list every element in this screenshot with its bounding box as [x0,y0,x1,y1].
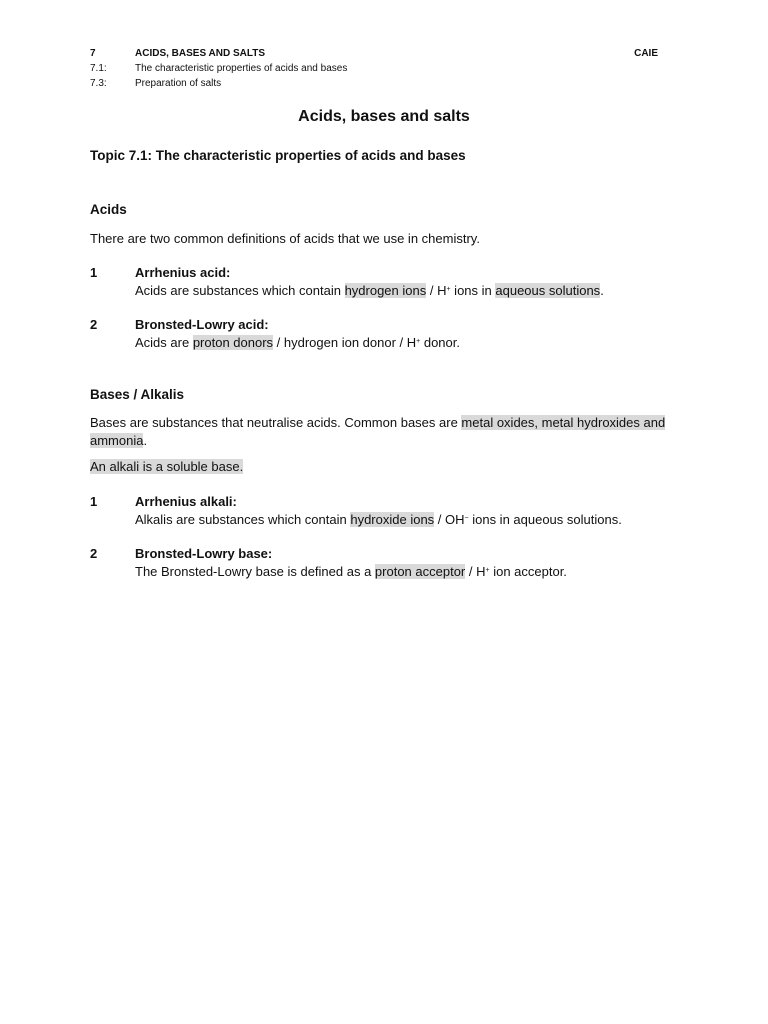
item-number: 1 [90,265,98,280]
item-definition: The Bronsted-Lowry base is defined as a proton acceptor / H+ ion acceptor. [135,564,567,579]
acids-intro: There are two common definitions of acids that we use in chemistry. [90,231,480,246]
item-definition: Acids are substances which contain hydrogen ions / H+ ions in aqueous solutions. [135,283,604,298]
header-row [90,61,658,76]
header-chapter-number: 7 [90,48,96,59]
item-definition: Acids are proton donors / hydrogen ion donor / H+ donor. [135,335,460,350]
page-header [90,46,658,91]
alkali-note [90,458,682,476]
header-section-title: Preparation of salts [135,78,222,89]
header-brand: CAIE [634,48,658,59]
header-row [90,46,658,61]
highlight: proton donors [192,335,274,350]
item-title: Bronsted-Lowry base: [135,546,273,561]
header-section-number: 7.3: [90,78,107,89]
header-row [90,76,658,91]
item-number: 2 [90,317,98,332]
highlight: proton acceptor [374,564,466,579]
highlight: hydroxide ions [350,512,435,527]
page-title: Acids, bases and salts [298,108,470,125]
item-title: Arrhenius alkali: [135,494,237,509]
item-title: Arrhenius acid: [135,265,231,280]
item-definition: Alkalis are substances which contain hydroxide ions / OH− ions in aqueous solutions. [135,512,622,527]
header-section-title: The characteristic properties of acids and bases [135,63,348,74]
bases-heading: Bases / Alkalis [90,387,185,402]
item-title: Bronsted-Lowry acid: [135,317,269,332]
item-number: 2 [90,546,98,561]
header-chapter-title: ACIDS, BASES AND SALTS [135,48,266,59]
highlight: hydrogen ions [344,283,427,298]
item-number: 1 [90,494,98,509]
topic-heading: Topic 7.1: The characteristic properties of acids and bases [90,148,466,163]
bases-intro: Bases are substances that neutralise acids. Common bases are metal oxides, metal hydroxides and ammonia. [90,415,666,448]
acids-heading: Acids [90,202,127,217]
highlight: aqueous solutions [495,283,601,298]
highlight: metal oxides, metal hydroxides and ammonia [90,415,666,448]
header-section-number: 7.1: [90,63,107,74]
highlight: An alkali is a soluble base. [90,459,244,474]
